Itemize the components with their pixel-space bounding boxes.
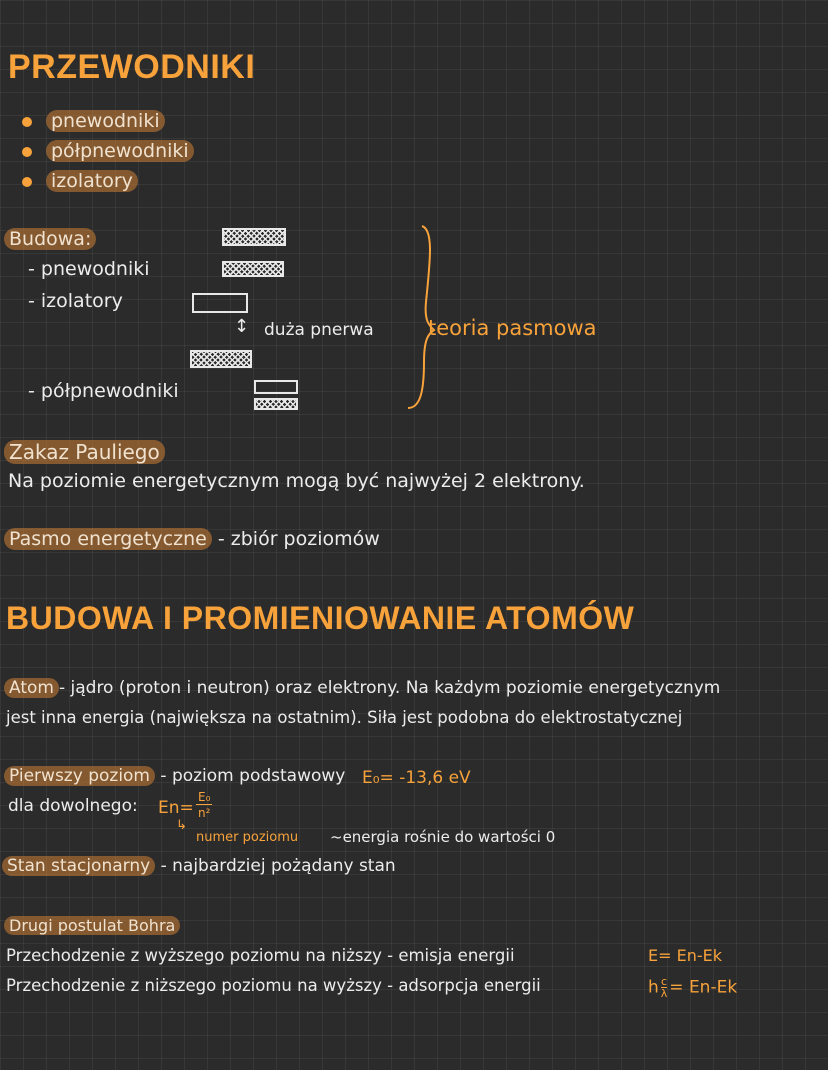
bohr-formula-2: h $\frac{c}{\lambda}$ = En-Ek: [648, 975, 738, 1000]
energy-note: ~energia rośnie do wartości 0: [330, 828, 556, 846]
level-number-label: numer poziomu: [196, 830, 299, 845]
bohr-title: Drugi postulat Bohra: [4, 916, 180, 935]
bullet-item: pnewodniki: [22, 110, 165, 132]
curved-arrow-icon: ↳: [176, 818, 187, 833]
bullet-dot-icon: [22, 147, 32, 157]
brace-label: teoria pasmowa: [428, 316, 597, 340]
section-title-atoms: BUDOWA I PROMIENIOWANIE ATOMÓW: [6, 600, 635, 636]
semiconductor-lower-band-icon: [254, 398, 298, 410]
budowa-item: - pnewodniki: [28, 258, 150, 280]
budowa-item: - izolatory: [28, 290, 123, 312]
any-level-label: dla dowolnego:: [8, 796, 138, 816]
empty-band-icon: [192, 293, 248, 313]
budowa-label: Budowa:: [4, 228, 96, 250]
budowa-item: - półpnewodniki: [28, 380, 179, 402]
first-level-formula: E₀= -13,6 eV: [362, 768, 471, 788]
pauli-text: Na poziomie energetycznym mogą być najwyżej 2 elektrony.: [8, 470, 585, 492]
bullet-dot-icon: [22, 117, 32, 127]
stationary-line: Stan stacjonarny - najbardziej pożądany stan: [2, 856, 396, 876]
bohr-formula-1: E= En-Ek: [648, 946, 722, 965]
conduction-band-icon: [222, 228, 286, 246]
bohr-line-1: Przechodzenie z wyższego poziomu na niższy - emisja energii: [6, 946, 515, 965]
semiconductor-upper-band-icon: [254, 380, 298, 394]
pauli-title: Zakaz Pauliego: [4, 440, 165, 464]
valence-band-icon: [190, 350, 252, 368]
bullet-dot-icon: [22, 177, 32, 187]
formula-den: n²: [198, 806, 211, 820]
section-title-przewodniki: PRZEWODNIKI: [8, 48, 256, 86]
conductor-band-icon: [222, 261, 284, 277]
gap-label: duża pnerwa: [264, 320, 374, 340]
formula-lhs: En=: [158, 798, 194, 818]
bohr-line-2: Przechodzenie z niższego poziomu na wyższy - adsorpcja energii: [6, 976, 541, 995]
first-level-line: Pierwszy poziom - poziom podstawowy: [4, 766, 345, 786]
formula-num: E₀: [198, 790, 211, 804]
bullet-item: półpnewodniki: [22, 140, 194, 162]
atom-line-2: jest inna energia (największa na ostatnim). Siła jest podobna do elektrostatycznej: [6, 708, 683, 727]
arrow-updown-icon: ↕: [234, 316, 250, 337]
bullet-item: izolatory: [22, 170, 138, 192]
pasmo-line: Pasmo energetyczne - zbiór poziomów: [4, 528, 380, 550]
atom-line-1: Atom - jądro (proton i neutron) oraz elektrony. Na każdym poziomie energetycznym: [4, 678, 720, 698]
